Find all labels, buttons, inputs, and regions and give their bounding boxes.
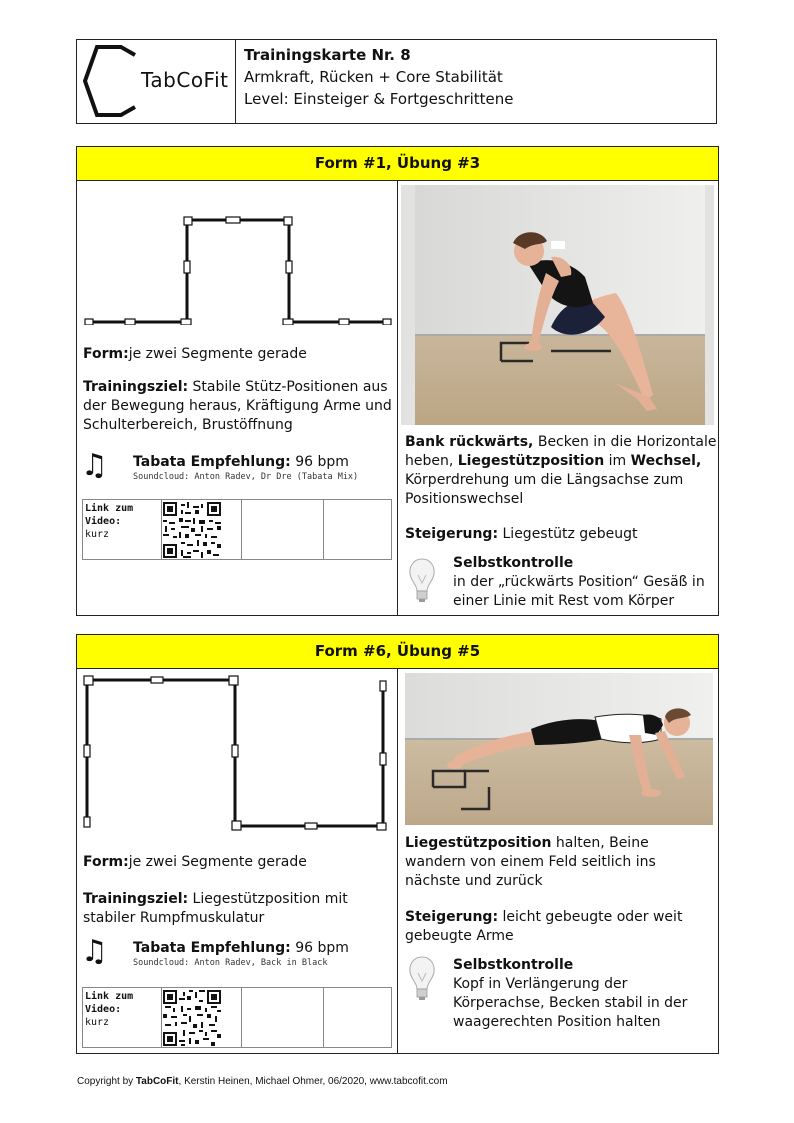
logo-text: TabCoFit	[141, 68, 229, 92]
video-link-label: Link zum Video: kurz	[85, 991, 134, 1028]
video-link-label: Link zum Video: kurz	[85, 503, 134, 540]
section-title: Form #1, Übung #3	[77, 147, 718, 181]
copyright-footer: Copyright by TabCoFit, Kerstin Heinen, Michael Ohmer, 06/2020, www.tabcofit.com	[77, 1076, 448, 1087]
self-check-text: Kopf in Verlängerung der Körperachse, Becken stabil in der waagerechten Position halten	[453, 976, 688, 1030]
qr-code-icon[interactable]	[163, 502, 221, 558]
goal-text: Liegestützposition mit stabiler Rumpfmuskulatur	[83, 891, 348, 926]
form-label: Form:	[83, 346, 129, 362]
exercise-description: Liegestützposition halten, Beine wandern von einem Feld seitlich ins nächste und zurück	[405, 835, 656, 889]
training-goal	[83, 890, 383, 928]
lightbulb-icon	[407, 557, 437, 605]
tabata-recommendation	[133, 939, 349, 958]
footer-brand: TabCoFit	[135, 1076, 179, 1087]
section-title: Form #6, Übung #5	[77, 635, 718, 669]
progression-text: Liegestütz gebeugt	[502, 526, 638, 542]
exercise-photo-1	[401, 185, 714, 425]
progression-label: Steigerung:	[405, 526, 499, 542]
form-description	[83, 345, 393, 364]
video-link-box	[82, 987, 392, 1048]
qr-code-icon[interactable]	[163, 990, 221, 1046]
form-text: je zwei Segmente gerade	[128, 854, 307, 870]
exercise-photo-2	[405, 673, 713, 825]
video-link-box	[82, 499, 392, 560]
tabata-bpm: 96 bpm	[295, 940, 349, 956]
form-diagram-2	[81, 673, 391, 833]
goal-text: Stabile Stütz-Positionen aus der Bewegung heraus, Kräftigung Arme und Schulterbereich, Brustöffnung	[83, 379, 392, 433]
logo	[77, 40, 236, 123]
self-check-title: Selbstkontrolle	[453, 555, 574, 571]
music-note-icon: ♫	[81, 448, 108, 483]
progression-text: leicht gebeugte oder weit gebeugte Arme	[405, 909, 683, 944]
card-subtitle: Armkraft, Rücken + Core Stabilität	[244, 68, 503, 86]
card-title: Trainingskarte Nr. 8	[244, 46, 411, 64]
column-divider	[397, 181, 398, 615]
soundcloud-credit: Soundcloud: Anton Radev, Back in Black	[133, 958, 328, 968]
tabata-label: Tabata Empfehlung:	[133, 454, 291, 470]
card-level: Level: Einsteiger & Fortgeschrittene	[244, 90, 514, 108]
exercise-description: Bank rückwärts, Becken in die Horizontale heben, Liegestützposition im Wechsel, Körperdrehung um die Längsachse zum Positionswechsel	[405, 434, 717, 507]
progression	[405, 525, 717, 544]
tabata-label: Tabata Empfehlung:	[133, 940, 291, 956]
form-label: Form:	[83, 854, 129, 870]
exercise-section-1	[76, 146, 719, 616]
column-divider	[397, 669, 398, 1053]
self-check-text: in der „rückwärts Position“ Gesäß in einer Linie mit Rest vom Körper	[453, 574, 705, 609]
card-header	[76, 39, 717, 124]
training-goal	[83, 378, 395, 435]
goal-label: Trainingsziel:	[83, 891, 189, 907]
tabata-recommendation	[133, 453, 349, 472]
lightbulb-icon	[407, 955, 437, 1003]
self-check-title: Selbstkontrolle	[453, 957, 574, 973]
exercise-section-2	[76, 634, 719, 1054]
form-diagram-1	[83, 213, 393, 325]
form-text: je zwei Segmente gerade	[128, 346, 307, 362]
progression	[405, 908, 705, 946]
soundcloud-credit: Soundcloud: Anton Radev, Dr Dre (Tabata Mix)	[133, 472, 359, 482]
progression-label: Steigerung:	[405, 909, 499, 925]
goal-label: Trainingsziel:	[83, 379, 189, 395]
tabata-bpm: 96 bpm	[295, 454, 349, 470]
music-note-icon: ♫	[81, 934, 108, 969]
form-description	[83, 853, 393, 872]
